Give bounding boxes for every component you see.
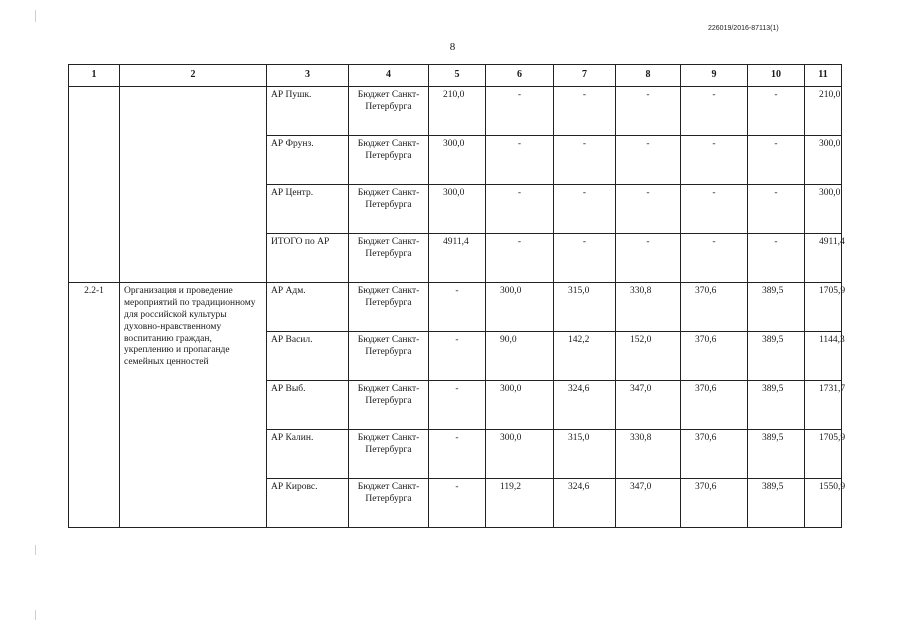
value-cell: -: [554, 234, 616, 283]
total-cell: 1144,3: [805, 332, 842, 381]
scan-margin-mark: [35, 610, 36, 620]
value-cell: -: [681, 234, 748, 283]
value-cell: -: [748, 234, 805, 283]
value-cell: 142,2: [554, 332, 616, 381]
value-cell: 300,0: [429, 185, 486, 234]
value-cell: 389,5: [748, 430, 805, 479]
value-cell: -: [429, 283, 486, 332]
value-cell: 389,5: [748, 381, 805, 430]
value-cell: 330,8: [616, 283, 681, 332]
value-cell: 210,0: [429, 87, 486, 136]
value-cell: -: [748, 87, 805, 136]
executor-cell: АР Кировс.: [267, 479, 349, 528]
source-cell: Бюджет Санкт-Петербурга: [349, 136, 429, 185]
total-cell: 300,0: [805, 185, 842, 234]
source-cell: Бюджет Санкт-Петербурга: [349, 381, 429, 430]
table-row: [69, 87, 842, 136]
total-cell: 4911,4: [805, 234, 842, 283]
scan-margin-mark: [35, 10, 36, 22]
value-cell: -: [681, 87, 748, 136]
column-header: 3: [267, 65, 349, 87]
value-cell: -: [429, 381, 486, 430]
document-id: 226019/2016-87113(1): [708, 25, 779, 32]
row-name: Организация и проведение мероприятий по традиционному для российской культуры духовно-нравственному воспитанию граждан, укреплению и пропаганде семейных ценностей: [120, 283, 267, 528]
total-cell: 1731,7: [805, 381, 842, 430]
executor-cell: АР Фрунз.: [267, 136, 349, 185]
value-cell: -: [429, 332, 486, 381]
value-cell: 300,0: [429, 136, 486, 185]
value-cell: -: [429, 479, 486, 528]
value-cell: -: [616, 234, 681, 283]
page-number: 8: [449, 41, 456, 53]
row-name: [120, 87, 267, 283]
value-cell: -: [748, 136, 805, 185]
total-cell: 300,0: [805, 136, 842, 185]
value-cell: -: [681, 185, 748, 234]
value-cell: -: [554, 136, 616, 185]
column-header: 10: [748, 65, 805, 87]
column-header: 8: [616, 65, 681, 87]
value-cell: -: [486, 87, 554, 136]
scan-margin-mark: [35, 545, 36, 555]
table-row: [69, 283, 842, 332]
total-cell: 210,0: [805, 87, 842, 136]
value-cell: 330,8: [616, 430, 681, 479]
value-cell: 300,0: [486, 430, 554, 479]
value-cell: -: [554, 87, 616, 136]
column-header: 7: [554, 65, 616, 87]
source-cell: Бюджет Санкт-Петербурга: [349, 283, 429, 332]
value-cell: -: [429, 430, 486, 479]
budget-table: [68, 64, 846, 528]
value-cell: 300,0: [486, 283, 554, 332]
value-cell: 315,0: [554, 283, 616, 332]
total-cell: 1550,9: [805, 479, 842, 528]
executor-cell: АР Пушк.: [267, 87, 349, 136]
column-header: 11: [805, 65, 842, 87]
header-row: [69, 65, 842, 87]
executor-cell: АР Калин.: [267, 430, 349, 479]
column-header: 6: [486, 65, 554, 87]
executor-cell: АР Васил.: [267, 332, 349, 381]
value-cell: 315,0: [554, 430, 616, 479]
value-cell: -: [616, 87, 681, 136]
executor-cell: АР Выб.: [267, 381, 349, 430]
executor-cell: ИТОГО по АР: [267, 234, 349, 283]
value-cell: 389,5: [748, 283, 805, 332]
value-cell: -: [486, 185, 554, 234]
source-cell: Бюджет Санкт-Петербурга: [349, 185, 429, 234]
source-cell: Бюджет Санкт-Петербурга: [349, 430, 429, 479]
value-cell: 4911,4: [429, 234, 486, 283]
column-header: 5: [429, 65, 486, 87]
executor-cell: АР Адм.: [267, 283, 349, 332]
value-cell: -: [748, 185, 805, 234]
value-cell: 370,6: [681, 332, 748, 381]
column-header: 9: [681, 65, 748, 87]
value-cell: 389,5: [748, 479, 805, 528]
row-code: 2.2-1: [69, 283, 120, 528]
source-cell: Бюджет Санкт-Петербурга: [349, 234, 429, 283]
value-cell: -: [554, 185, 616, 234]
value-cell: 370,6: [681, 479, 748, 528]
value-cell: 300,0: [486, 381, 554, 430]
value-cell: 119,2: [486, 479, 554, 528]
column-header: 4: [349, 65, 429, 87]
value-cell: 347,0: [616, 479, 681, 528]
total-cell: 1705,9: [805, 283, 842, 332]
value-cell: -: [616, 136, 681, 185]
value-cell: 370,6: [681, 381, 748, 430]
column-header: 1: [69, 65, 120, 87]
value-cell: 324,6: [554, 479, 616, 528]
value-cell: 152,0: [616, 332, 681, 381]
executor-cell: АР Центр.: [267, 185, 349, 234]
value-cell: -: [616, 185, 681, 234]
value-cell: 90,0: [486, 332, 554, 381]
source-cell: Бюджет Санкт-Петербурга: [349, 87, 429, 136]
row-code: [69, 87, 120, 283]
value-cell: -: [486, 234, 554, 283]
source-cell: Бюджет Санкт-Петербурга: [349, 479, 429, 528]
value-cell: 389,5: [748, 332, 805, 381]
source-cell: Бюджет Санкт-Петербурга: [349, 332, 429, 381]
value-cell: -: [486, 136, 554, 185]
total-cell: 1705,9: [805, 430, 842, 479]
column-header: 2: [120, 65, 267, 87]
value-cell: 324,6: [554, 381, 616, 430]
value-cell: 370,6: [681, 430, 748, 479]
value-cell: 347,0: [616, 381, 681, 430]
value-cell: 370,6: [681, 283, 748, 332]
value-cell: -: [681, 136, 748, 185]
